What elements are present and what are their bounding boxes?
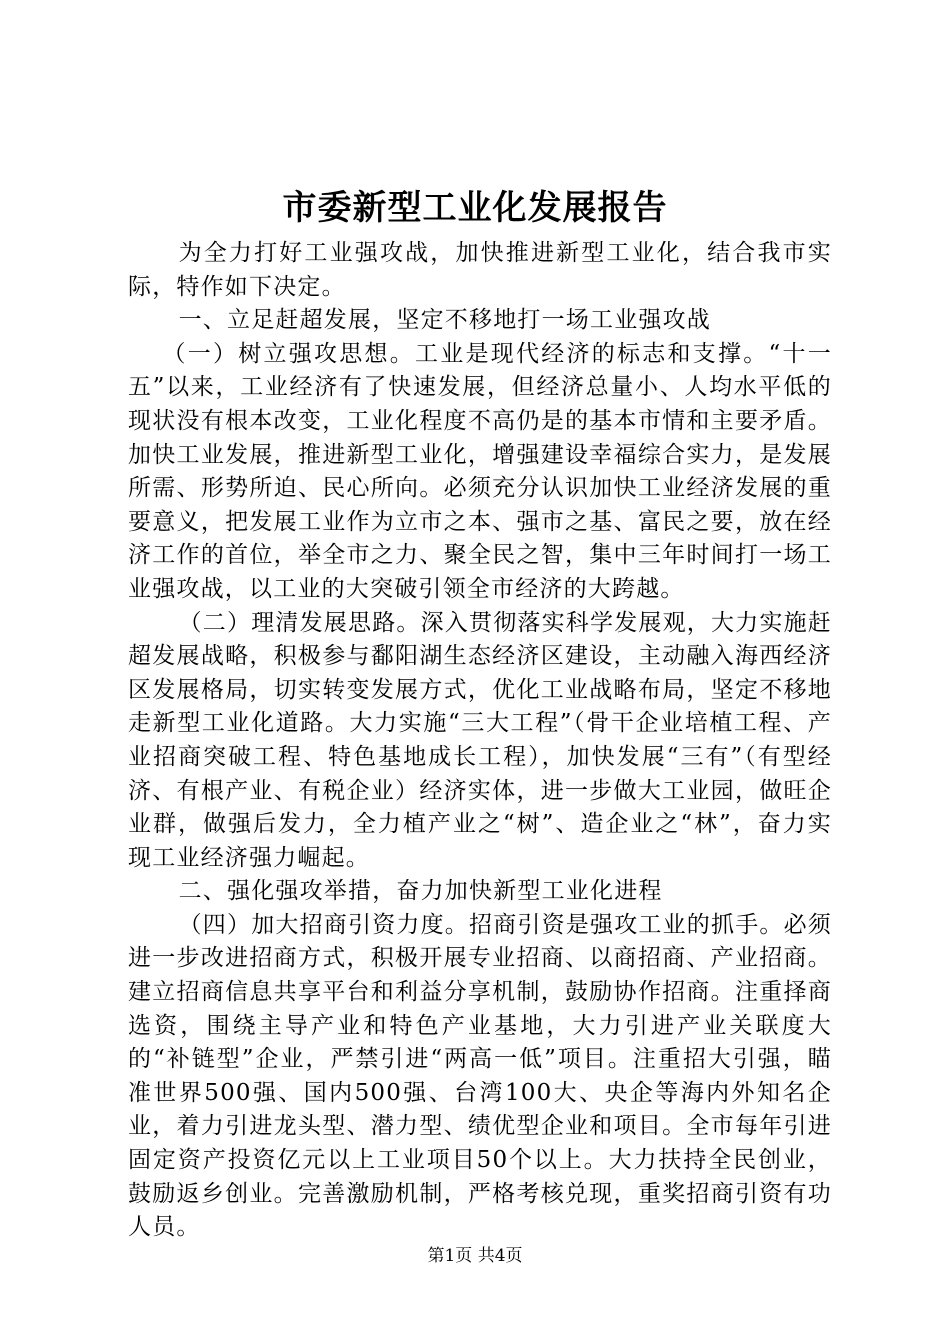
section-heading-1: 一、立足赶超发展，坚定不移地打一场工业强攻战 [178,307,711,334]
paragraph-item-1: （一）树立强攻思想。工业是现代经济的标志和支撑。“十一五”以来，工业经济有了快速发展，但经济总量小、人均水平低的现状没有根本改变，工业化程度不高仍是的基本市情和主要矛盾。加快工业发展，推进新型工业化，增强建设幸福综合实力，是发展所需、形势所迫、民心所向。必须充分认识加快工业经济发展的重要意义，把发展工业作为立市之本、强市之基、富民之要，放在经济工作的首位，举全市之力、聚全民之智，集中三年时间打一场工业强攻战，以工业的大突破引领全市经济的大跨越。 [128,340,832,602]
paragraph-item-2: （二）理清发展思路。深入贯彻落实科学发展观，大力实施赶超发展战略，积极参与鄱阳湖生态经济区建设，主动融入海西经济区发展格局，切实转变发展方式，优化工业战略布局，坚定不移地走新型工业化道路。大力实施“三大工程”（骨干企业培植工程、产业招商突破工程、特色基地成长工程），加快发展“三有”（有型经济、有根产业、有税企业）经济实体，进一步做大工业园，做旺企业群，做强后发力，全力植产业之“树”、造企业之“林”，奋力实现工业经济强力崛起。 [128,609,832,871]
document-title: 市委新型工业化发展报告 [282,188,668,228]
page-number-footer: 第1页 共4页 [427,1246,523,1266]
document-body [128,237,832,1245]
intro-paragraph: 为全力打好工业强攻战，加快推进新型工业化，结合我市实际，特作如下决定。 [128,240,832,300]
section-heading-2: 二、强化强攻举措，奋力加快新型工业化进程 [178,878,663,905]
paragraph-item-4: （四）加大招商引资力度。招商引资是强攻工业的抓手。必须进一步改进招商方式，积极开展专业招商、以商招商、产业招商。建立招商信息共享平台和利益分享机制，鼓励协作招商。注重择商选资，围绕主导产业和特色产业基地，大力引进产业关联度大的“补链型”企业，严禁引进“两高一低”项目。注重招大引强，瞄准世界500强、国内500强、台湾100大、央企等海内外知名企业，着力引进龙头型、潜力型、绩优型企业和项目。全市每年引进固定资产投资亿元以上工业项目50个以上。大力扶持全民创业，鼓励返乡创业。完善激励机制，严格考核兑现，重奖招商引资有功人员。 [128,911,832,1241]
